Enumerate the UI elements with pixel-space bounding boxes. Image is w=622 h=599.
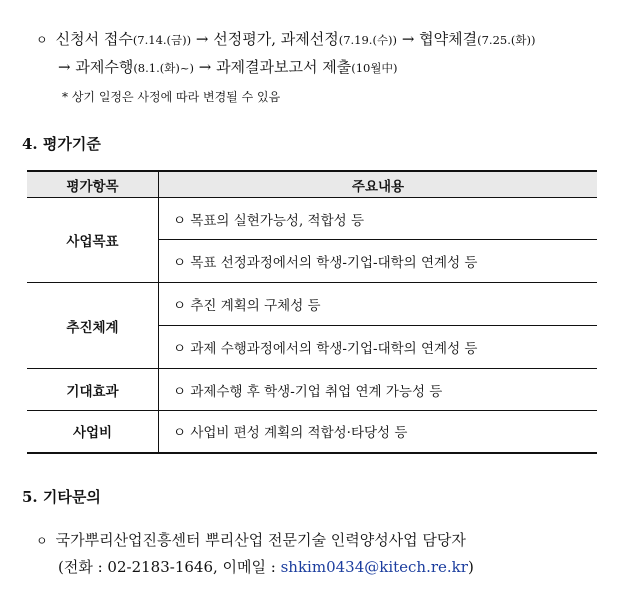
bullet-icon: ㅇ	[36, 33, 48, 47]
table-row	[27, 198, 597, 240]
step-report: 과제결과보고서 제출	[216, 58, 352, 76]
contact-detail-close: )	[467, 558, 474, 576]
schedule-note: * 상기 일정은 사정에 따라 변경될 수 있음	[62, 90, 281, 104]
step-agreement: 협약체결	[419, 30, 478, 48]
step-report-date: (10월中)	[351, 61, 398, 75]
criteria-content: ㅇ 사업비 편성 계획의 적합성·타당성 등	[159, 411, 598, 453]
schedule-line-1	[36, 28, 535, 49]
header-content: 주요내용	[159, 171, 598, 198]
step-evaluation-date: (7.19.(수))	[338, 33, 398, 47]
table-header-row	[27, 171, 597, 198]
criteria-item: 사업목표	[27, 198, 159, 283]
criteria-item: 사업비	[27, 411, 159, 453]
schedule-line-2	[58, 56, 397, 77]
criteria-item: 추진체계	[27, 283, 159, 369]
arrow-icon: →	[191, 30, 214, 48]
step-agreement-date: (7.25.(화))	[477, 33, 536, 47]
criteria-content: ㅇ 추진 계획의 구체성 등	[159, 283, 598, 326]
section-4-title: 4. 평가기준	[22, 135, 101, 153]
step-execution-date: (8.1.(화)~)	[133, 61, 194, 75]
table-row	[27, 369, 597, 411]
table-row	[27, 411, 597, 453]
arrow-icon: →	[397, 30, 420, 48]
section-5-title: 5. 기타문의	[22, 488, 101, 506]
criteria-content: ㅇ 과제 수행과정에서의 학생-기업-대학의 연계성 등	[159, 326, 598, 369]
criteria-item: 기대효과	[27, 369, 159, 411]
bullet-icon: ㅇ	[36, 534, 48, 548]
step-application-date: (7.14.(금))	[132, 33, 192, 47]
arrow-icon: →	[58, 58, 76, 76]
table-row	[27, 283, 597, 326]
contact-email-link[interactable]: shkim0434@kitech.re.kr	[280, 558, 468, 576]
criteria-content: ㅇ 목표 선정과정에서의 학생-기업-대학의 연계성 등	[159, 240, 598, 283]
step-execution: 과제수행	[75, 58, 134, 76]
header-item: 평가항목	[27, 171, 159, 198]
contact-line	[36, 529, 466, 550]
step-evaluation: 선정평가, 과제선정	[213, 30, 339, 48]
contact-detail	[58, 556, 474, 577]
contact-person: 국가뿌리산업진흥센터 뿌리산업 전문기술 인력양성사업 담당자	[55, 531, 466, 549]
step-application: 신청서 접수	[55, 30, 133, 48]
criteria-content: ㅇ 과제수행 후 학생-기업 취업 연계 가능성 등	[159, 369, 598, 411]
evaluation-criteria-table	[27, 170, 597, 454]
criteria-content: ㅇ 목표의 실현가능성, 적합성 등	[159, 198, 598, 240]
contact-phone: (전화 : 02-2183-1646, 이메일 :	[58, 558, 281, 576]
arrow-icon: →	[193, 58, 217, 76]
